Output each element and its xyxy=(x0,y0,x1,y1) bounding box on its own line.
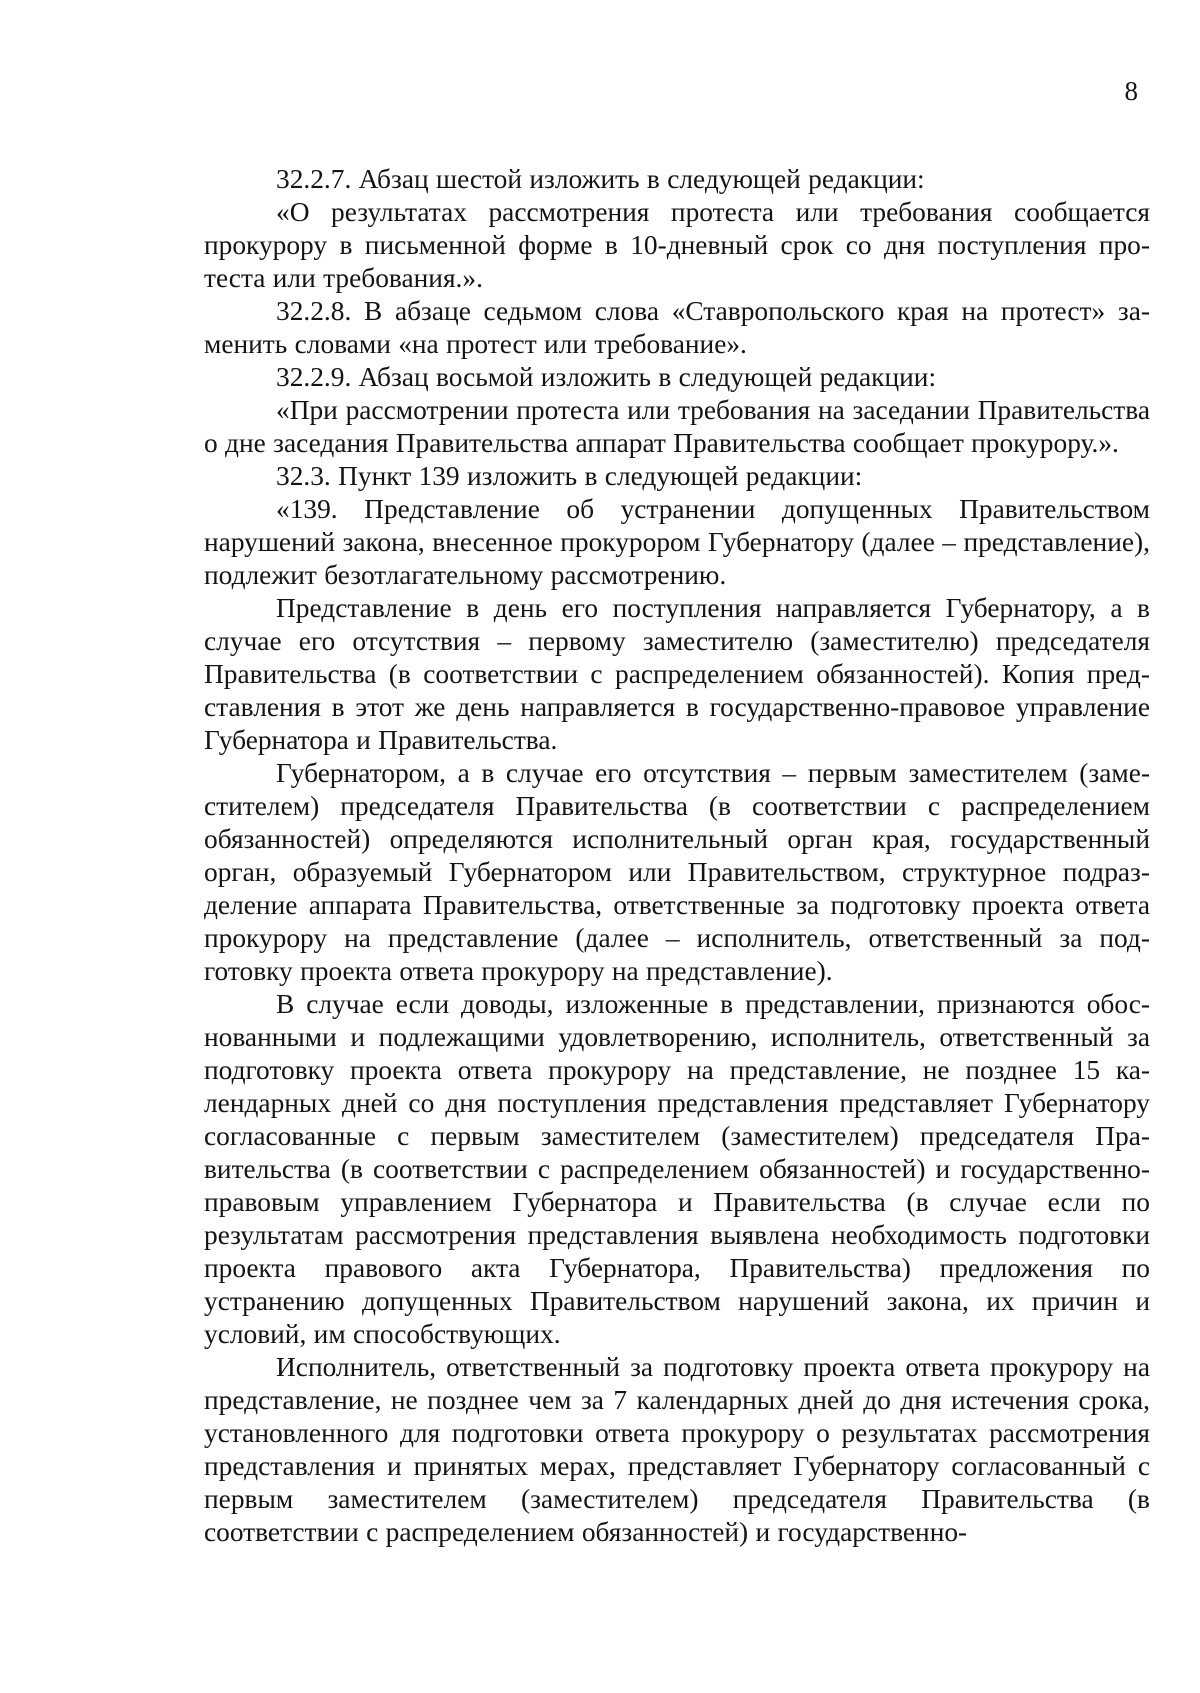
paragraph-32-2-8: 32.2.8. В абзаце седьмом слова «Ставропольского края на протест» заменить словами «на протест или требование». xyxy=(204,296,1150,359)
paragraph-139-deadline: Исполнитель, ответственный за подготовку проекта ответа прокурору на представление, не позднее чем за 7 календарных дней до дня истечения срока, установленного для подготовки ответа прокурору о результатах рассмотрения представления и принятых мерах, представляет Губернатору согласованный с первым заместителем (заместителем) председателя Правительства (в соответствии с распределением обязанностей) и государственно- xyxy=(204,1352,1150,1547)
paragraph-139-proposals: В случае если доводы, изложенные в представлении, признаются обоснованными и подлежащими удовлетворению, исполнитель, ответственный за подготовку проекта ответа прокурору на представление, не позднее 15 календарных дней со дня поступления представления представляет Губернатору согласованные с первым заместителем (заместителем) председателя Правительства (в соответствии с распределением обязанностей) и государственно-правовым управлением Губернатора и Правительства (в случае если по результатам рассмотрения представления выявлена необходимость подготовки проекта правового акта Губернатора, Правительства) предложения по устранению допущенных Правительством нарушений закона, их причин и условий, им способствующих. xyxy=(204,989,1150,1349)
page-number: 8 xyxy=(1124,76,1138,106)
paragraph-139-executor: Губернатором, а в случае его отсутствия – первым заместителем (заместителем) председателя Правительства (в соответствии с распределением обязанностей) определяются исполнительный орган края, государственный орган, образуемый Губернатором или Правительством, структурное подразделение аппарата Правительства, ответственные за подготовку проекта ответа прокурору на представление (далее – исполнитель, ответственный за подготовку проекта ответа прокурору на представление). xyxy=(204,758,1150,986)
paragraph-32-2-9-text: «При рассмотрении протеста или требования на заседании Правительства о дне заседания Правительства аппарат Правительства сообщает прокурору.». xyxy=(204,395,1150,458)
paragraph-32-2-9-heading: 32.2.9. Абзац восьмой изложить в следующей редакции: xyxy=(276,362,937,392)
paragraph-32-2-7-heading: 32.2.7. Абзац шестой изложить в следующей редакции: xyxy=(276,164,925,194)
paragraph-139-routing: Представление в день его поступления направляется Губернатору, а в случае его отсутствия – первому заместителю (заместителю) председателя Правительства (в соответствии с распределением обязанностей). Копия представления в этот же день направляется в государственно-правовое управление Губернатора и Правительства. xyxy=(204,593,1150,755)
document-body xyxy=(204,163,1150,1549)
paragraph-32-2-7-text: «О результатах рассмотрения протеста или требования сообщается прокурору в письменной форме в 10-дневный срок со дня поступления протеста или требования.». xyxy=(204,197,1150,293)
paragraph-32-3-heading: 32.3. Пункт 139 изложить в следующей редакции: xyxy=(276,461,863,491)
paragraph-139-intro: «139. Представление об устранении допущенных Правительством нарушений закона, внесенное прокурором Губернатору (далее – представление), подлежит безотлагательному рассмотрению. xyxy=(204,494,1150,590)
